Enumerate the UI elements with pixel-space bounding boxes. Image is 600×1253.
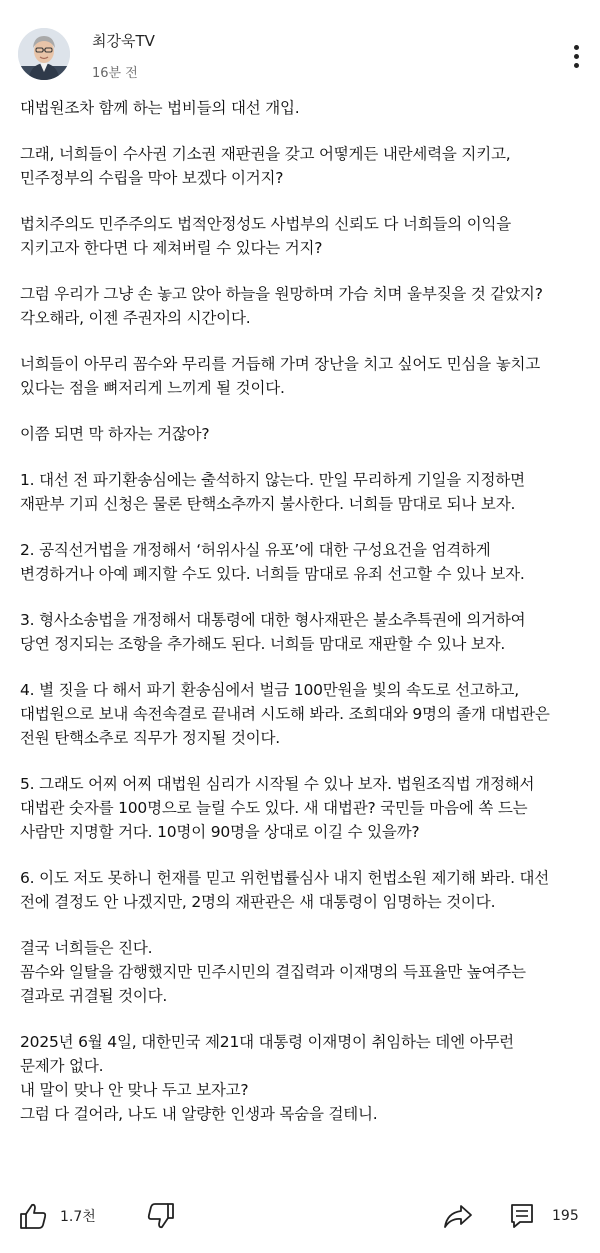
post-text-line: 문제가 없다. <box>20 1057 104 1075</box>
post-text-line: 결국 너희들은 진다. <box>20 939 153 957</box>
post-text-line: 전원 탄핵소추로 직무가 정지될 것이다. <box>20 729 281 747</box>
post-paragraph <box>20 936 588 1008</box>
post-text-line: 전에 결정도 안 나겠지만, 2명의 재판관은 새 대통령이 임명하는 것이다. <box>20 893 496 911</box>
share-icon <box>442 1202 474 1230</box>
post-text-line: 민주정부의 수립을 막아 보겠다 이거지? <box>20 169 284 187</box>
post-text-line: 있다는 점을 뼈저리게 느끼게 될 것이다. <box>20 379 285 397</box>
post-paragraph <box>20 142 588 190</box>
post-text-line: 당연 정지되는 조항을 추가해도 된다. 너희들 맘대로 재판할 수 있나 보자. <box>20 635 506 653</box>
more-vertical-icon-dot <box>574 63 579 68</box>
post-paragraph <box>20 866 588 914</box>
post-time: 16분 전 <box>92 66 138 81</box>
thumbs-up-icon <box>18 1202 48 1230</box>
post-text-line: 1. 대선 전 파기환송심에는 출석하지 않는다. 만일 무리하게 기일을 지정하면 <box>20 471 525 489</box>
post-text-line: 3. 형사소송법을 개정해서 대통령에 대한 형사재판은 불소추특권에 의거하여 <box>20 611 526 629</box>
post-text-line: 지키고자 한다면 다 제쳐버릴 수 있다는 거지? <box>20 239 323 257</box>
post-text-line: 2025년 6월 4일, 대한민국 제21대 대통령 이재명이 취임하는 데엔 아무런 <box>20 1033 514 1051</box>
share-button[interactable] <box>442 1200 474 1232</box>
post-text-line: 각오해라, 이젠 주권자의 시간이다. <box>20 309 251 327</box>
post-text-line: 이쯤 되면 막 하자는 거잖아? <box>20 425 210 443</box>
post-text-line: 결과로 귀결될 것이다. <box>20 987 168 1005</box>
more-vertical-icon <box>574 45 579 50</box>
post-text-line: 재판부 기피 신청은 물론 탄핵소추까지 불사한다. 너희들 맘대로 되나 보자. <box>20 495 516 513</box>
avatar-portrait-icon <box>18 28 70 80</box>
dislike-button[interactable] <box>146 1200 176 1232</box>
avatar[interactable] <box>18 28 70 80</box>
comment-count: 195 <box>552 1208 579 1224</box>
post-paragraph <box>20 212 588 260</box>
post-text-line: 대법원조차 함께 하는 법비들의 대선 개입. <box>20 99 300 117</box>
action-bar <box>0 1190 600 1242</box>
more-options-button[interactable] <box>560 38 592 74</box>
post-paragraph <box>20 678 588 750</box>
post-text-line: 그래, 너희들이 수사권 기소권 재판권을 갖고 어떻게든 내란세력을 지키고, <box>20 145 511 163</box>
post-text-line: 대법관 숫자를 100명으로 늘릴 수도 있다. 새 대법관? 국민들 마음에 쏙 드는 <box>20 799 528 817</box>
post-text-line: 대법원으로 보내 속전속결로 끝내려 시도해 봐라. 조희대와 9명의 졸개 대법관은 <box>20 705 550 723</box>
like-button[interactable] <box>18 1200 96 1232</box>
post-paragraph <box>20 96 588 120</box>
post-text-line: 사람만 지명할 거다. 10명이 90명을 상대로 이길 수 있을까? <box>20 823 420 841</box>
channel-name[interactable]: 최강욱TV <box>92 32 155 50</box>
post-text-line: 4. 별 짓을 다 해서 파기 환송심에서 벌금 100만원을 빛의 속도로 선고하고, <box>20 681 519 699</box>
post-text-line: 5. 그래도 어찌 어찌 대법원 심리가 시작될 수 있나 보자. 법원조직법 개정해서 <box>20 775 535 793</box>
comment-icon <box>508 1202 536 1230</box>
post-text-line: 꼼수와 일탈을 감행했지만 민주시민의 결집력과 이재명의 득표율만 높여주는 <box>20 963 526 981</box>
post-paragraph <box>20 538 588 586</box>
post-paragraph <box>20 1030 588 1126</box>
post-paragraph <box>20 352 588 400</box>
post-header <box>0 0 600 100</box>
post-text-line: 2. 공직선거법을 개정해서 ‘허위사실 유포’에 대한 구성요건을 엄격하게 <box>20 541 491 559</box>
post-body <box>20 96 588 1148</box>
post-text-line: 법치주의도 민주주의도 법적안정성도 사법부의 신뢰도 다 너희들의 이익을 <box>20 215 512 233</box>
post-paragraph <box>20 422 588 446</box>
post-text-line: 그럼 다 걸어라, 나도 내 알량한 인생과 목숨을 걸테니. <box>20 1105 378 1123</box>
like-count: 1.7천 <box>60 1209 96 1225</box>
thumbs-down-icon <box>146 1202 176 1230</box>
post-text-line: 너희들이 아무리 꼼수와 무리를 거듭해 가며 장난을 치고 싶어도 민심을 놓치고 <box>20 355 541 373</box>
comment-button[interactable] <box>508 1200 579 1232</box>
post-paragraph <box>20 468 588 516</box>
post-paragraph <box>20 608 588 656</box>
post-paragraph <box>20 282 588 330</box>
more-vertical-icon-dot <box>574 54 579 59</box>
post-text-line: 내 말이 맞나 안 맞나 두고 보자고? <box>20 1081 249 1099</box>
post-text-line: 그럼 우리가 그냥 손 놓고 앉아 하늘을 원망하며 가슴 치며 울부짖을 것 같았지? <box>20 285 543 303</box>
post-text-line: 변경하거나 아예 폐지할 수도 있다. 너희들 맘대로 유죄 선고할 수 있나 보자. <box>20 565 525 583</box>
post-paragraph <box>20 772 588 844</box>
post-text-line: 6. 이도 저도 못하니 헌재를 믿고 위헌법률심사 내지 헌법소원 제기해 봐라. 대선 <box>20 869 550 887</box>
